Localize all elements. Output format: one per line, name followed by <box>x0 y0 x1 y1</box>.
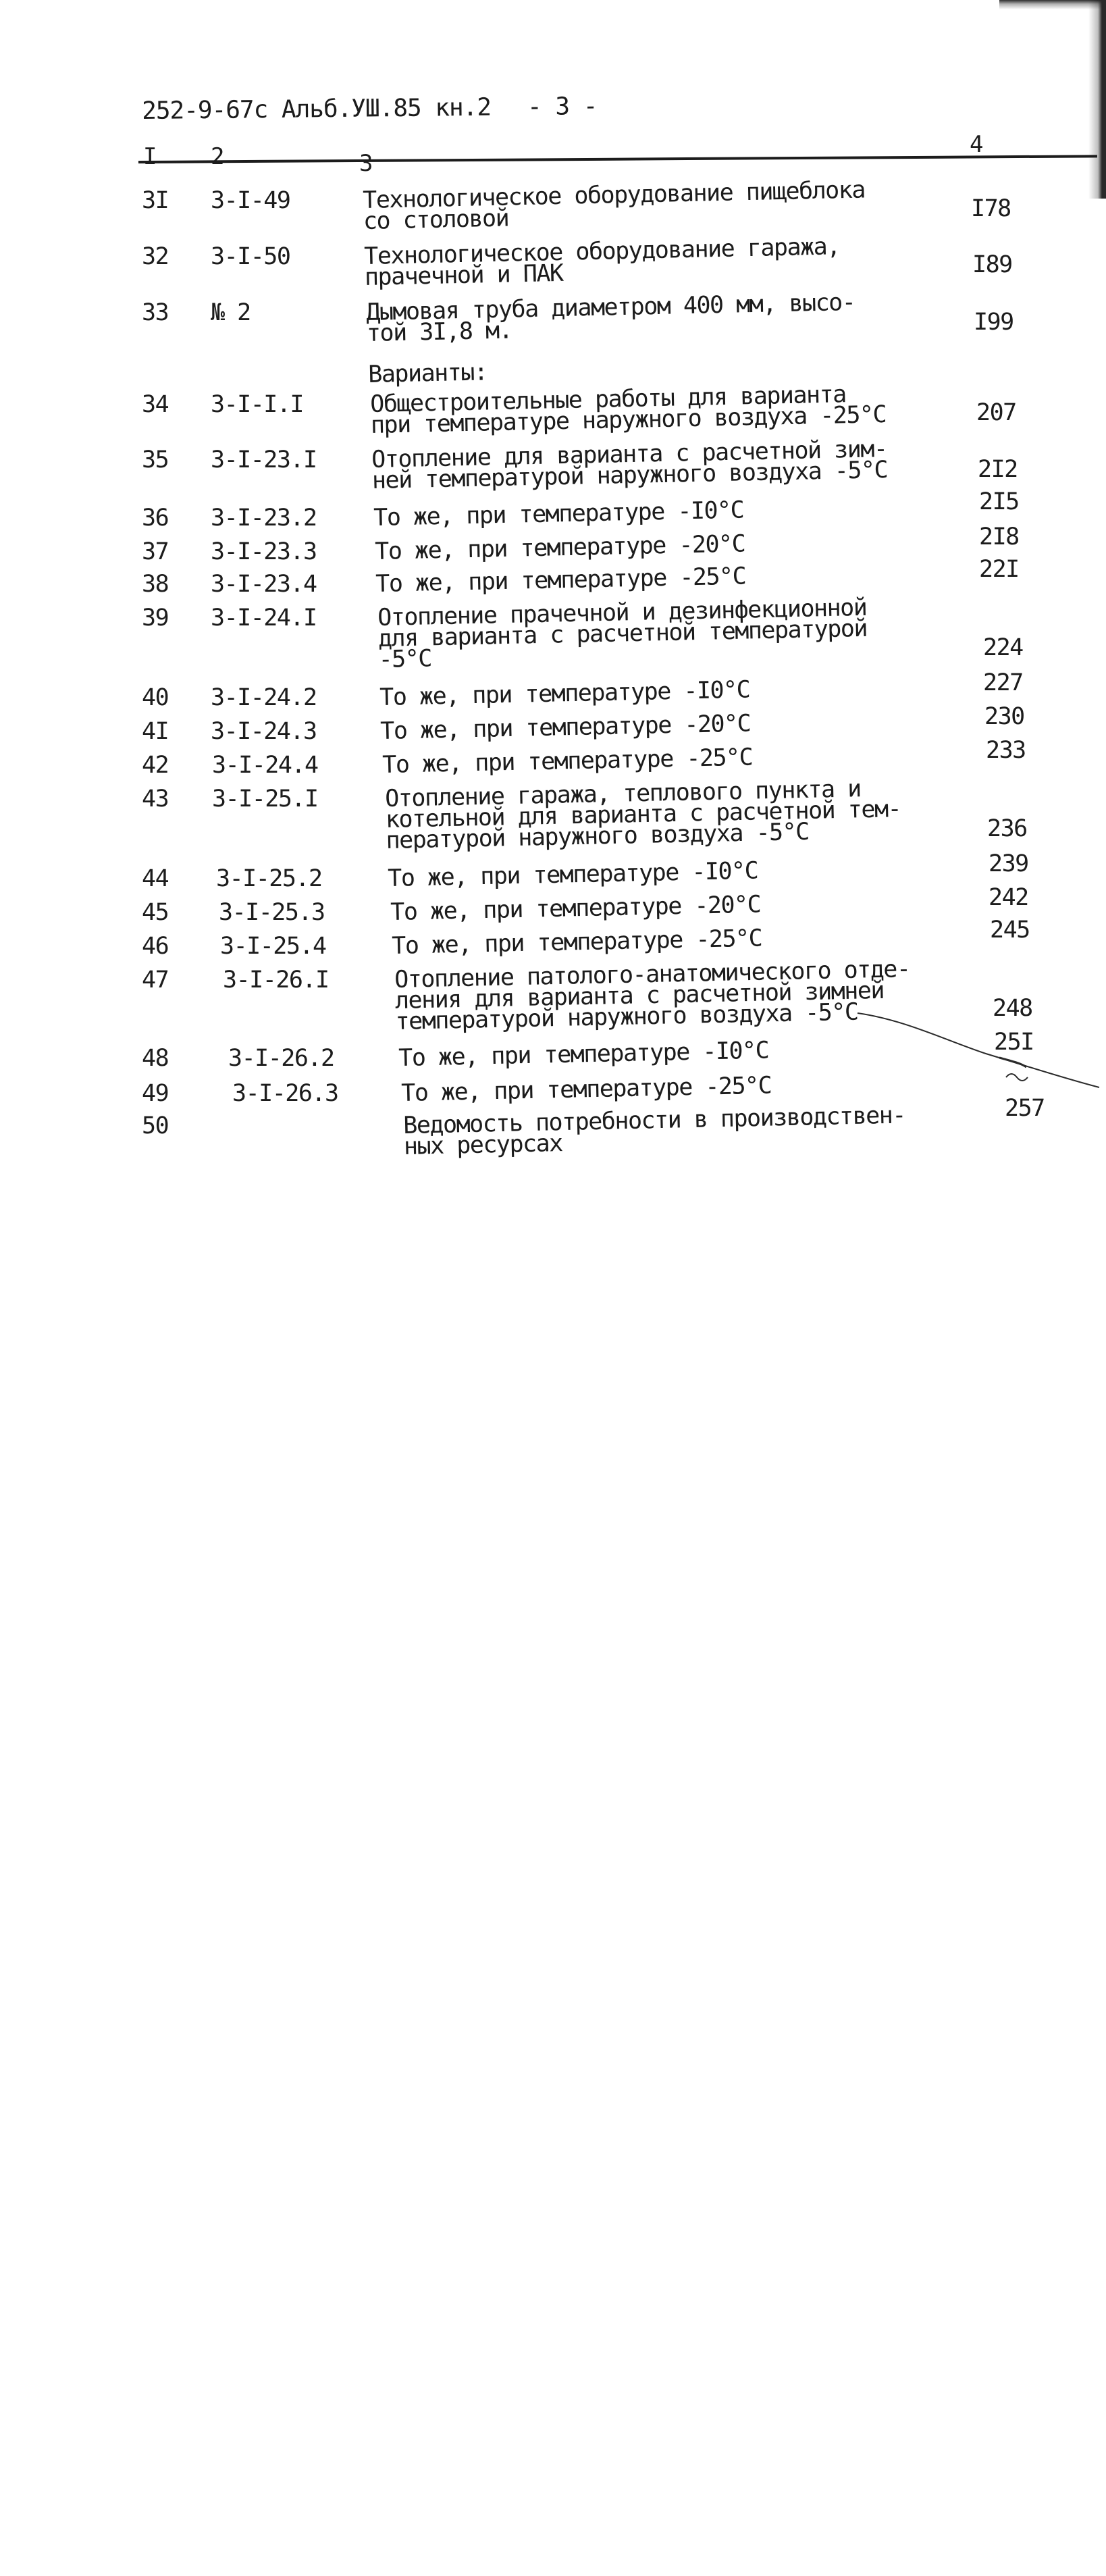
row-code: 3-I-26.3 <box>232 1080 338 1107</box>
row-page: I78 <box>971 199 1106 1676</box>
page-number: - 3 - <box>527 92 598 122</box>
row-number: 44 <box>142 865 169 892</box>
row-number: 50 <box>142 1112 169 1139</box>
column-header-3: 3 <box>359 150 373 177</box>
row-description: Ведомость потребности в производствен- ных ресурсах <box>402 1102 906 1160</box>
column-header-4: 4 <box>970 131 984 158</box>
row-description: Отопление прачечной и дезинфекционной для варианта с расчетной температурой -5°С <box>377 594 868 673</box>
column-header-1: I <box>143 143 157 170</box>
row-number: 35 <box>142 446 169 473</box>
row-number: 33 <box>142 299 169 326</box>
row-description: То же, при температуре -I0°С <box>379 676 750 711</box>
row-code: 3-I-23.I <box>211 446 317 473</box>
row-description: Технологическое оборудование пищеблока со столовой <box>362 176 866 235</box>
row-number: 32 <box>142 243 169 270</box>
row-page: 2I8 <box>979 527 1106 2005</box>
row-page: I99 <box>974 312 1106 1790</box>
row-code: 3-I-26.I <box>223 967 329 994</box>
row-page: 230 <box>984 706 1106 2184</box>
document-reference: 252-9-67с Альб.УШ.85 кн.2 <box>142 93 492 125</box>
row-code: № 2 <box>211 299 251 326</box>
row-number: 3I <box>142 187 169 214</box>
row-number: 38 <box>142 571 169 598</box>
row-page: 207 <box>976 403 1106 1880</box>
row-code: 3-I-25.3 <box>219 899 325 926</box>
row-page: 236 <box>987 819 1106 2296</box>
row-page: 22I <box>979 559 1106 2037</box>
row-description: Варианты: <box>367 359 488 388</box>
row-number: 34 <box>142 391 169 418</box>
row-page: 239 <box>989 854 1106 2332</box>
row-page: 25I <box>994 1032 1106 2510</box>
row-description: Технологическое оборудование гаража, прачечной и ПАК <box>363 233 841 291</box>
row-description: То же, при температуре -I0°С <box>373 496 744 532</box>
row-number: 45 <box>142 899 169 926</box>
row-code: 3-I-23.4 <box>211 571 317 598</box>
row-description: То же, при температуре -20°С <box>390 891 761 926</box>
row-page: 257 <box>1005 1098 1106 2576</box>
row-code: 3-I-23.3 <box>211 538 317 565</box>
row-page: I89 <box>972 255 1106 1732</box>
column-header-2: 2 <box>211 143 225 170</box>
row-number: 39 <box>142 604 169 632</box>
row-number: 4I <box>142 718 169 745</box>
row-code: 3-I-25.2 <box>216 865 322 892</box>
row-number: 49 <box>142 1080 169 1107</box>
row-number: 47 <box>142 967 169 994</box>
row-code: 3-I-23.2 <box>211 505 317 532</box>
row-number: 36 <box>142 505 169 532</box>
row-code: 3-I-24.4 <box>212 752 318 779</box>
row-code: 3-I-25.4 <box>220 933 326 960</box>
row-description: То же, при температуре -I0°С <box>398 1037 769 1072</box>
row-description: Отопление для варианта с расчетной зим- ней температурой наружного воздуха -5°С <box>371 436 888 494</box>
row-number: 37 <box>142 538 169 565</box>
row-number: 40 <box>142 684 169 711</box>
row-description: Отопление патолого-анатомического отде- ления для варианта с расчетной зимней температурой наружного воздуха -5°С <box>394 956 910 1035</box>
pen-scribble <box>844 993 1101 1101</box>
row-number: 42 <box>142 752 169 779</box>
row-page: 242 <box>989 887 1106 2365</box>
row-page: 245 <box>990 920 1106 2398</box>
row-description: Общестроительные работы для варианта при температуре наружного воздуха -25°С <box>369 381 887 439</box>
row-description: То же, при температуре -20°С <box>379 710 751 745</box>
row-description: Дымовая труба диаметром 400 мм, высо- той 3I,8 м. <box>365 288 855 347</box>
row-page: 233 <box>986 740 1106 2218</box>
row-code: 3-I-24.2 <box>211 684 317 711</box>
row-description: То же, при температуре -25°С <box>375 563 746 598</box>
row-page: 227 <box>983 673 1106 2150</box>
row-number: 46 <box>142 933 169 960</box>
row-code: 3-I-25.I <box>212 785 318 813</box>
row-description: То же, при температуре -I0°С <box>387 857 758 892</box>
row-description: То же, при температуре -25°С <box>400 1072 772 1107</box>
row-code: 3-I-50 <box>211 243 290 270</box>
row-description: То же, при температуре -20°С <box>374 530 745 565</box>
row-number: 43 <box>142 785 169 813</box>
row-page: 2I5 <box>979 492 1106 1969</box>
row-description: То же, при температуре -25°С <box>381 744 753 779</box>
row-description: То же, при температуре -25°С <box>391 925 762 960</box>
row-code: 3-I-24.I <box>211 604 317 632</box>
row-description: Отопление гаража, теплового пункта и котельной для варианта с расчетной тем- пературой наружного воздуха -5°С <box>384 775 901 854</box>
row-page: 224 <box>983 638 1106 2115</box>
row-code: 3-I-26.2 <box>228 1045 334 1072</box>
row-code: 3-I-I.I <box>211 391 304 418</box>
row-page: 248 <box>993 998 1106 2476</box>
row-page: 2I2 <box>978 459 1106 1937</box>
row-number: 48 <box>142 1045 169 1072</box>
row-code: 3-I-49 <box>211 187 290 214</box>
row-code: 3-I-24.3 <box>211 718 317 745</box>
